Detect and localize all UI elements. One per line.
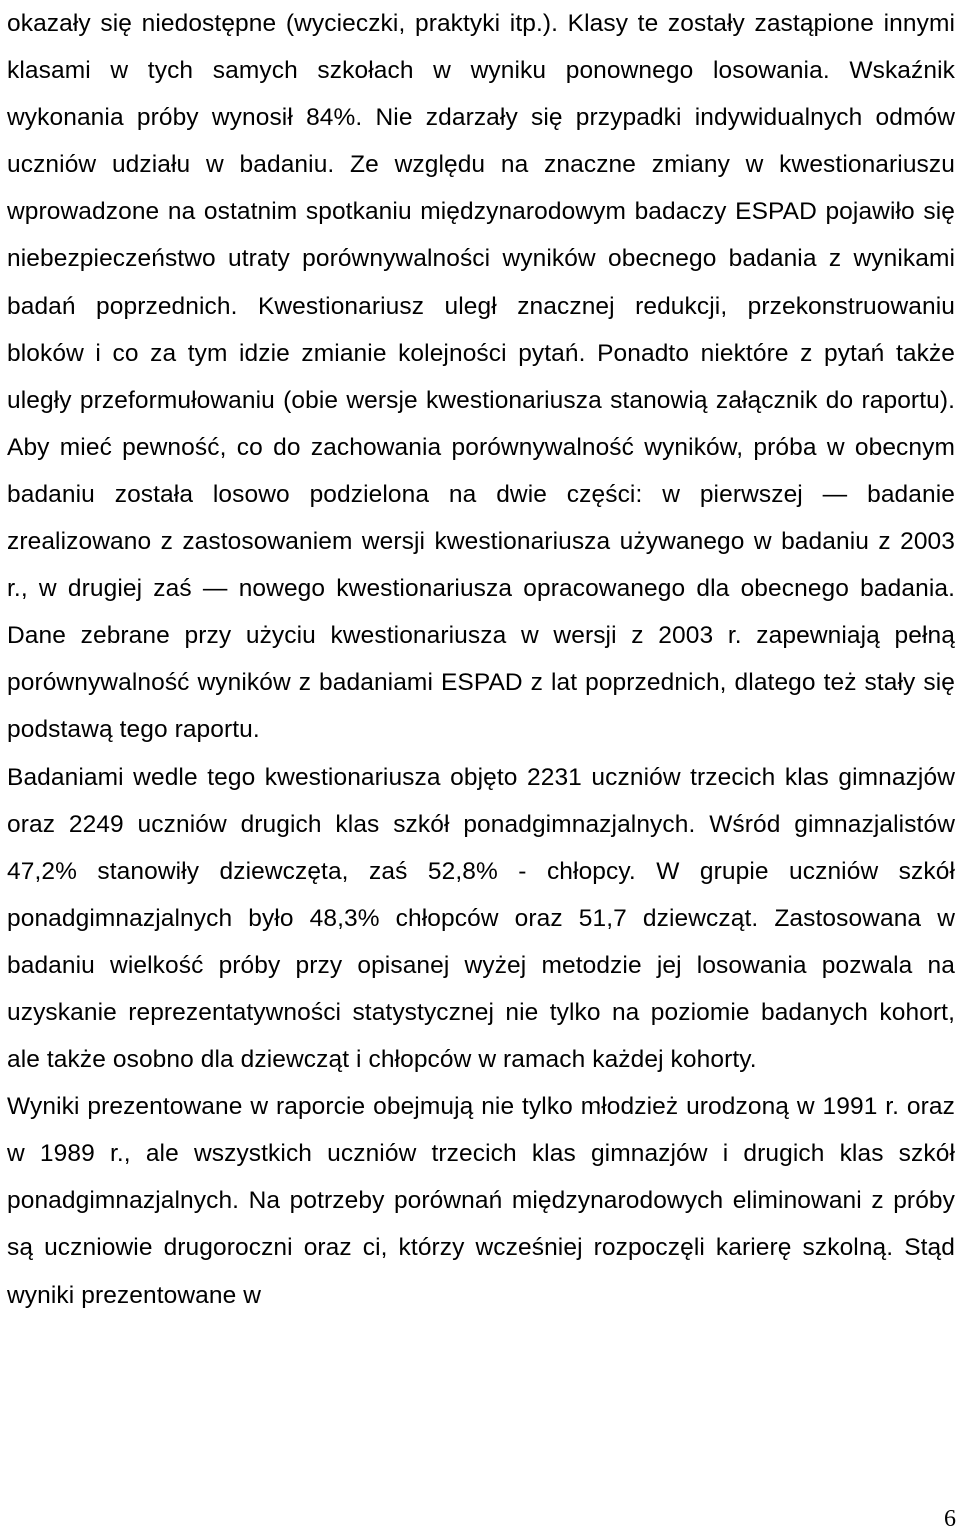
- paragraph-sampling-and-questionnaire: okazały się niedostępne (wycieczki, praktyki itp.). Klasy te zostały zastąpione innymi klasami w tych samych szkołach w wyniku ponownego losowania. Wskaźnik wykonania próby wynosił 84%. Nie zdarzały się przypadki indywidualnych odmów uczniów udziału w badaniu. Ze względu na znaczne zmiany w kwestionariuszu wprowadzone na ostatnim spotkaniu międzynarodowym badaczy ESPAD pojawiło się niebezpieczeństwo utraty porównywalności wyników obecnego badania z wynikami badań poprzednich. Kwestionariusz uległ znacznej redukcji, przekonstruowaniu bloków i co za tym idzie zmianie kolejności pytań. Ponadto niektóre z pytań także uległy przeformułowaniu (obie wersje kwestionariusza stanowią załącznik do raportu). Aby mieć pewność, co do zachowania porównywalność wyników, próba w obecnym badaniu została losowo podzielona na dwie części: w pierwszej — badanie zrealizowano z zastosowaniem wersji kwestionariusza używanego w badaniu z 2003 r., w drugiej zaś — nowego kwestionariusza opracowanego dla obecnego badania. Dane zebrane przy użyciu kwestionariusza w wersji z 2003 r. zapewniają pełną porównywalność wyników z badaniami ESPAD z lat poprzednich, dlatego też stały się podstawą tego raportu.: [7, 10, 955, 744]
- page-number: 6: [944, 1506, 956, 1532]
- body-text: [7, 0, 955, 1319]
- paragraph-results-scope: Wyniki prezentowane w raporcie obejmują nie tylko młodzież urodzoną w 1991 r. oraz w 1989 r., ale wszystkich uczniów trzecich klas gimnazjów i drugich klas szkół ponadgimnazjalnych. Na potrzeby porównań międzynarodowych eliminowani z próby są uczniowie drugoroczni oraz ci, którzy wcześniej rozpoczęli karierę szkolną. Stąd wyniki prezentowane w: [7, 1093, 955, 1309]
- paragraph-sample-composition: Badaniami wedle tego kwestionariusza objęto 2231 uczniów trzecich klas gimnazjów oraz 2249 uczniów drugich klas szkół ponadgimnazjalnych. Wśród gimnazjalistów 47,2% stanowiły dziewczęta, zaś 52,8% - chłopcy. W grupie uczniów szkół ponadgimnazjalnych było 48,3% chłopców oraz 51,7 dziewcząt. Zastosowana w badaniu wielkość próby przy opisanej wyżej metodzie jej losowania pozwala na uzyskanie reprezentatywności statystycznej nie tylko na poziomie badanych kohort, ale także osobno dla dziewcząt i chłopców w ramach każdej kohorty.: [7, 763, 955, 1074]
